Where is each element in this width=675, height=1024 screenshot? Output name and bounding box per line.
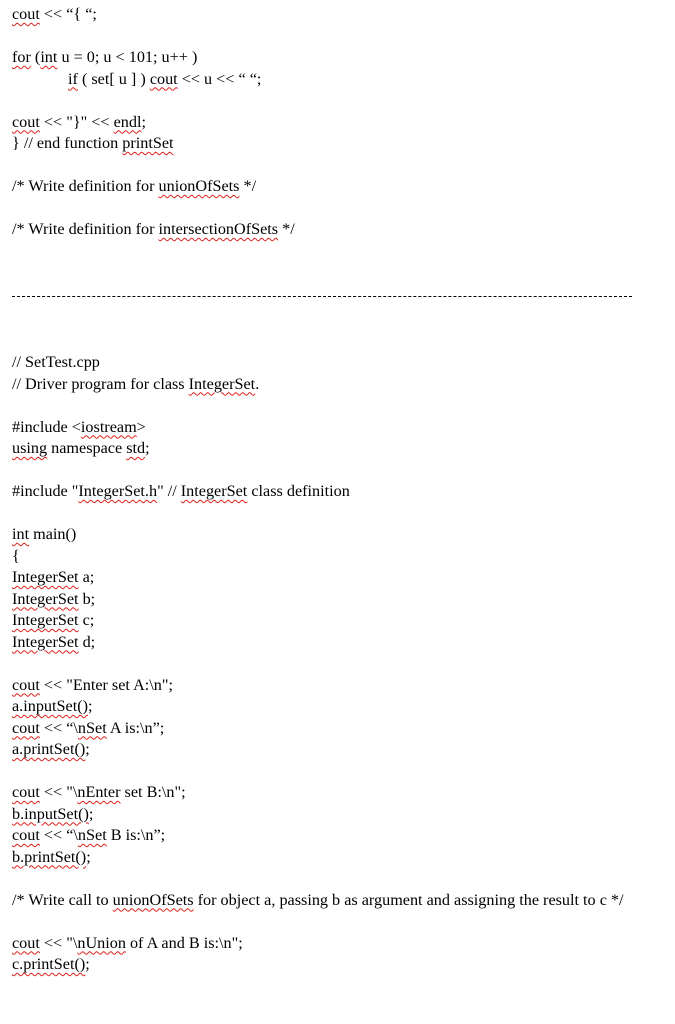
code-line: a.inputSet(); [12,697,93,715]
code-line: cout << “\nSet A is:\n”; [12,718,165,737]
code-comment: /* Write definition for unionOfSets */ [12,177,257,195]
code-line: IntegerSet b; [12,589,96,608]
code-line: #include <iostream> [12,417,146,436]
code-comment: /* Write call to unionOfSets for object a, passing b as argument and assigning the result to c */ [12,890,624,909]
code-document [12,4,667,241]
code-line: cout << "\nEnter set B:\n"; [12,783,186,801]
driver-program [12,352,667,976]
code-line: b.printSet(); [12,847,91,866]
code-line: cout << "Enter set A:\n"; [12,675,173,694]
code-line: cout << "\nUnion of A and B is:\n"; [12,933,243,952]
code-line: cout << “\nSet B is:\n”; [12,826,166,844]
code-comment: /* Write definition for intersectionOfSets */ [12,220,295,238]
code-line: int main() [12,525,77,543]
code-line: a.printSet(); [12,740,90,758]
code-line: #include "IntegerSet.h" // IntegerSet class definition [12,482,350,500]
code-line: c.printSet(); [12,955,90,973]
code-line: cout << "}" << endl; [12,112,146,131]
code-line: b.inputSet(); [12,804,94,823]
code-line: cout << “{ “; [12,5,97,23]
code-line: IntegerSet d; [12,632,96,651]
code-line: IntegerSet a; [12,568,95,586]
code-line: { [12,546,20,565]
code-line: if ( set[ u ] ) cout << u << “ “; [68,69,262,88]
code-line: for (int u = 0; u < 101; u++ ) [12,48,198,66]
code-comment: // SetTest.cpp [12,353,100,371]
code-line: IntegerSet c; [12,611,95,629]
code-line: using namespace std; [12,439,150,457]
code-comment: // Driver program for class IntegerSet. [12,374,260,393]
code-line: } // end function printSet [12,134,174,152]
section-divider [12,296,632,297]
